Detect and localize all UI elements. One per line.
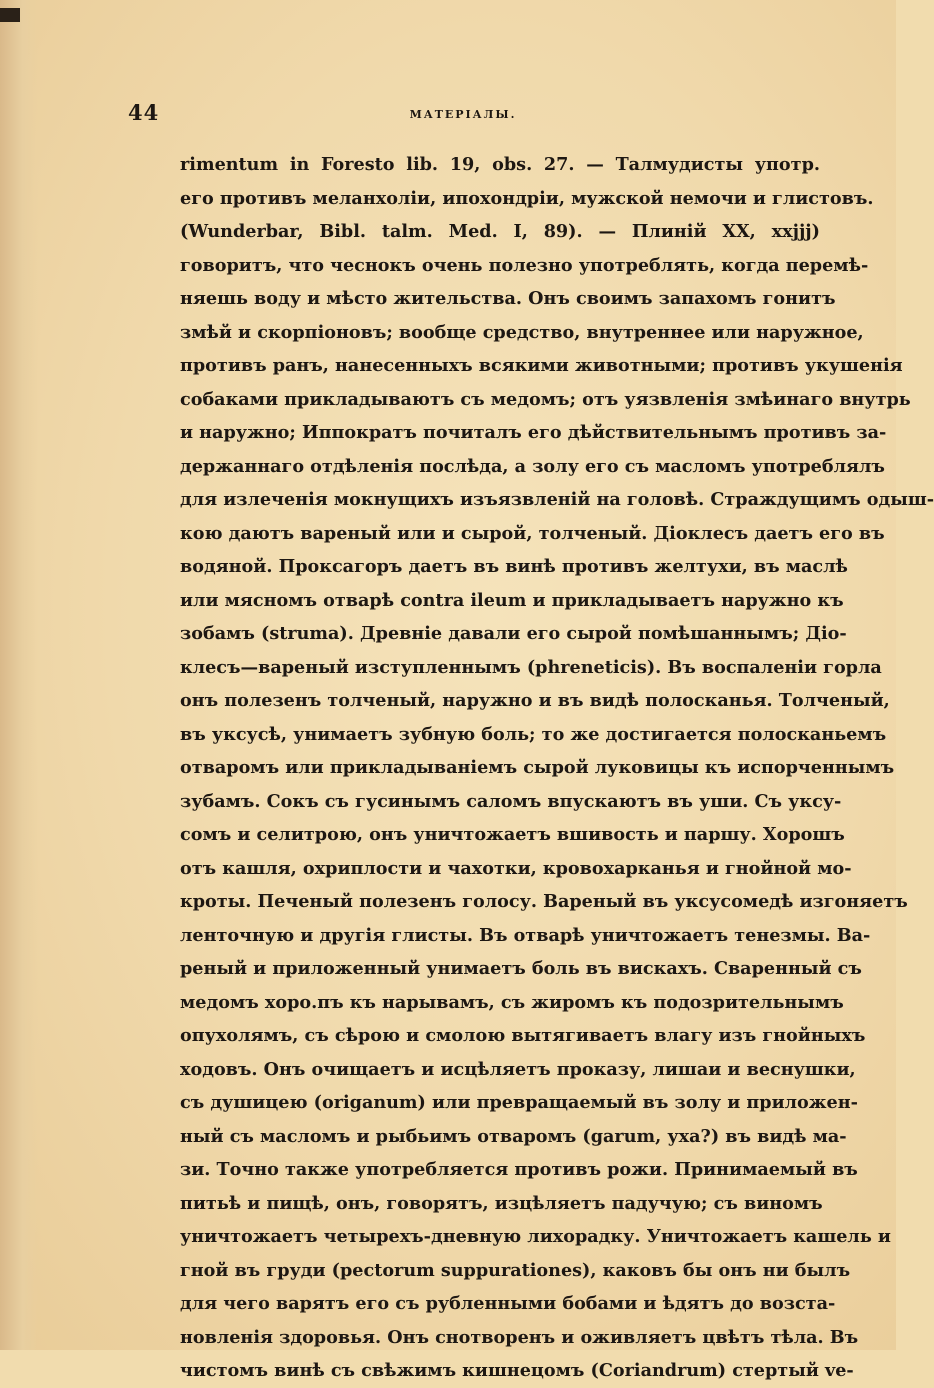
text-line: ходовъ. Онъ очищаетъ и исцѣляетъ проказу, лишаи и веснушки, xyxy=(180,1058,856,1080)
text-line: кою даютъ вареный или и сырой, толченый. Діоклесъ даетъ его въ xyxy=(180,522,885,544)
page-binding-edge xyxy=(0,0,38,1350)
text-line: для излеченія мокнущихъ изъязвленій на головѣ. Страждущимъ одыш- xyxy=(180,489,934,510)
text-line: сомъ и селитрою, онъ уничтожаетъ вшивость и паршу. Хорошъ xyxy=(180,824,845,845)
text-line: медомъ хоро.пъ къ нарывамъ, съ жиромъ къ подозрительнымъ xyxy=(180,991,844,1013)
running-head: МАТЕРІАЛЫ. xyxy=(409,108,517,121)
text-line: съ душицею (origanum) или превращаемый въ золу и приложен- xyxy=(180,1092,858,1113)
text-line: rimentum in Foresto lib. 19, obs. 27. — Талмудисты употр. xyxy=(180,154,820,175)
text-line: зи. Точно также употребляется противъ рожи. Принимаемый въ xyxy=(180,1159,858,1180)
text-line: новленія здоровья. Онъ снотворенъ и оживляетъ цвѣтъ тѣла. Въ xyxy=(180,1326,859,1348)
text-line: реный и приложенный унимаетъ боль въ вискахъ. Сваренный съ xyxy=(180,958,862,979)
text-line: для чего варятъ его съ рубленными бобами и ѣдятъ до возста- xyxy=(180,1293,836,1314)
text-line: говоритъ, что чеснокъ очень полезно употреблять, когда перемѣ- xyxy=(180,254,869,276)
text-line: зобамъ (struma). Древніе давали его сырой помѣшаннымъ; Діо- xyxy=(180,623,847,644)
text-line: питьѣ и пищѣ, онъ, говорятъ, изцѣляетъ падучую; съ виномъ xyxy=(180,1192,823,1214)
text-line: отъ кашля, охриплости и чахотки, кровохарканья и гнойной мо- xyxy=(180,857,852,879)
text-line: чистомъ винѣ съ свѣжимъ кишнецомъ (Coriandrum) стертый ve- xyxy=(180,1360,854,1381)
text-line: кроты. Печеный полезенъ голосу. Вареный въ уксусомедѣ изгоняетъ xyxy=(180,891,908,912)
text-line: гной въ груди (pectorum suppurationes), каковъ бы онъ ни былъ xyxy=(180,1259,851,1281)
text-line: змѣй и скорпіоновъ; вообще средство, внутреннее или наружное, xyxy=(180,321,864,343)
text-line: зубамъ. Сокъ съ гусинымъ саломъ впускаютъ въ уши. Съ уксу- xyxy=(180,790,842,812)
text-line: собаками прикладываютъ съ медомъ; отъ уязвленія змѣинаго внутрь xyxy=(180,388,911,410)
text-line: противъ ранъ, нанесенныхъ всякими животными; противъ укушенія xyxy=(180,355,903,376)
text-line: клесъ—вареный изступленнымъ (phreneticis). Въ воспаленіи горла xyxy=(180,656,882,678)
text-line: или мясномъ отварѣ contra ileum и прикладываетъ наружно къ xyxy=(180,589,844,611)
page-number: 44 xyxy=(128,100,160,125)
body-text xyxy=(180,148,934,1388)
text-line: (Wunderbar, Bibl. talm. Med. I, 89). — Плиній XX, xxjjj) xyxy=(180,221,820,242)
text-line: въ уксусѣ, унимаетъ зубную боль; то же достигается полосканьемъ xyxy=(180,723,887,745)
text-line: няешь воду и мѣсто жительства. Онъ своимъ запахомъ гонитъ xyxy=(180,288,836,309)
text-line: ный съ масломъ и рыбьимъ отваромъ (garum, уха?) въ видѣ ма- xyxy=(180,1125,847,1147)
text-line: водяной. Проксагоръ даетъ въ винѣ противъ желтухи, въ маслѣ xyxy=(180,556,848,577)
text-line: держаннаго отдѣленія послѣда, а золу его съ масломъ употреблялъ xyxy=(180,455,885,477)
text-line: отваромъ или прикладываніемъ сырой луковицы къ испорченнымъ xyxy=(180,757,895,778)
text-line: ленточную и другія глисты. Въ отварѣ уничтожаетъ тенезмы. Ва- xyxy=(180,924,871,946)
text-line: опухолямъ, съ сѣрою и смолою вытягиваетъ влагу изъ гнойныхъ xyxy=(180,1025,866,1046)
text-line: онъ полезенъ толченый, наружно и въ видѣ полосканья. Толченый, xyxy=(180,690,890,711)
text-line: и наружно; Иппократъ почиталъ его дѣйствительнымъ противъ за- xyxy=(180,422,887,443)
binding-mark xyxy=(0,8,20,22)
text-line: его противъ меланхоліи, ипохондріи, мужской немочи и глистовъ. xyxy=(180,187,874,209)
text-line: уничтожаетъ четырехъ-дневную лихорадку. Уничтожаетъ кашель и xyxy=(180,1226,891,1247)
